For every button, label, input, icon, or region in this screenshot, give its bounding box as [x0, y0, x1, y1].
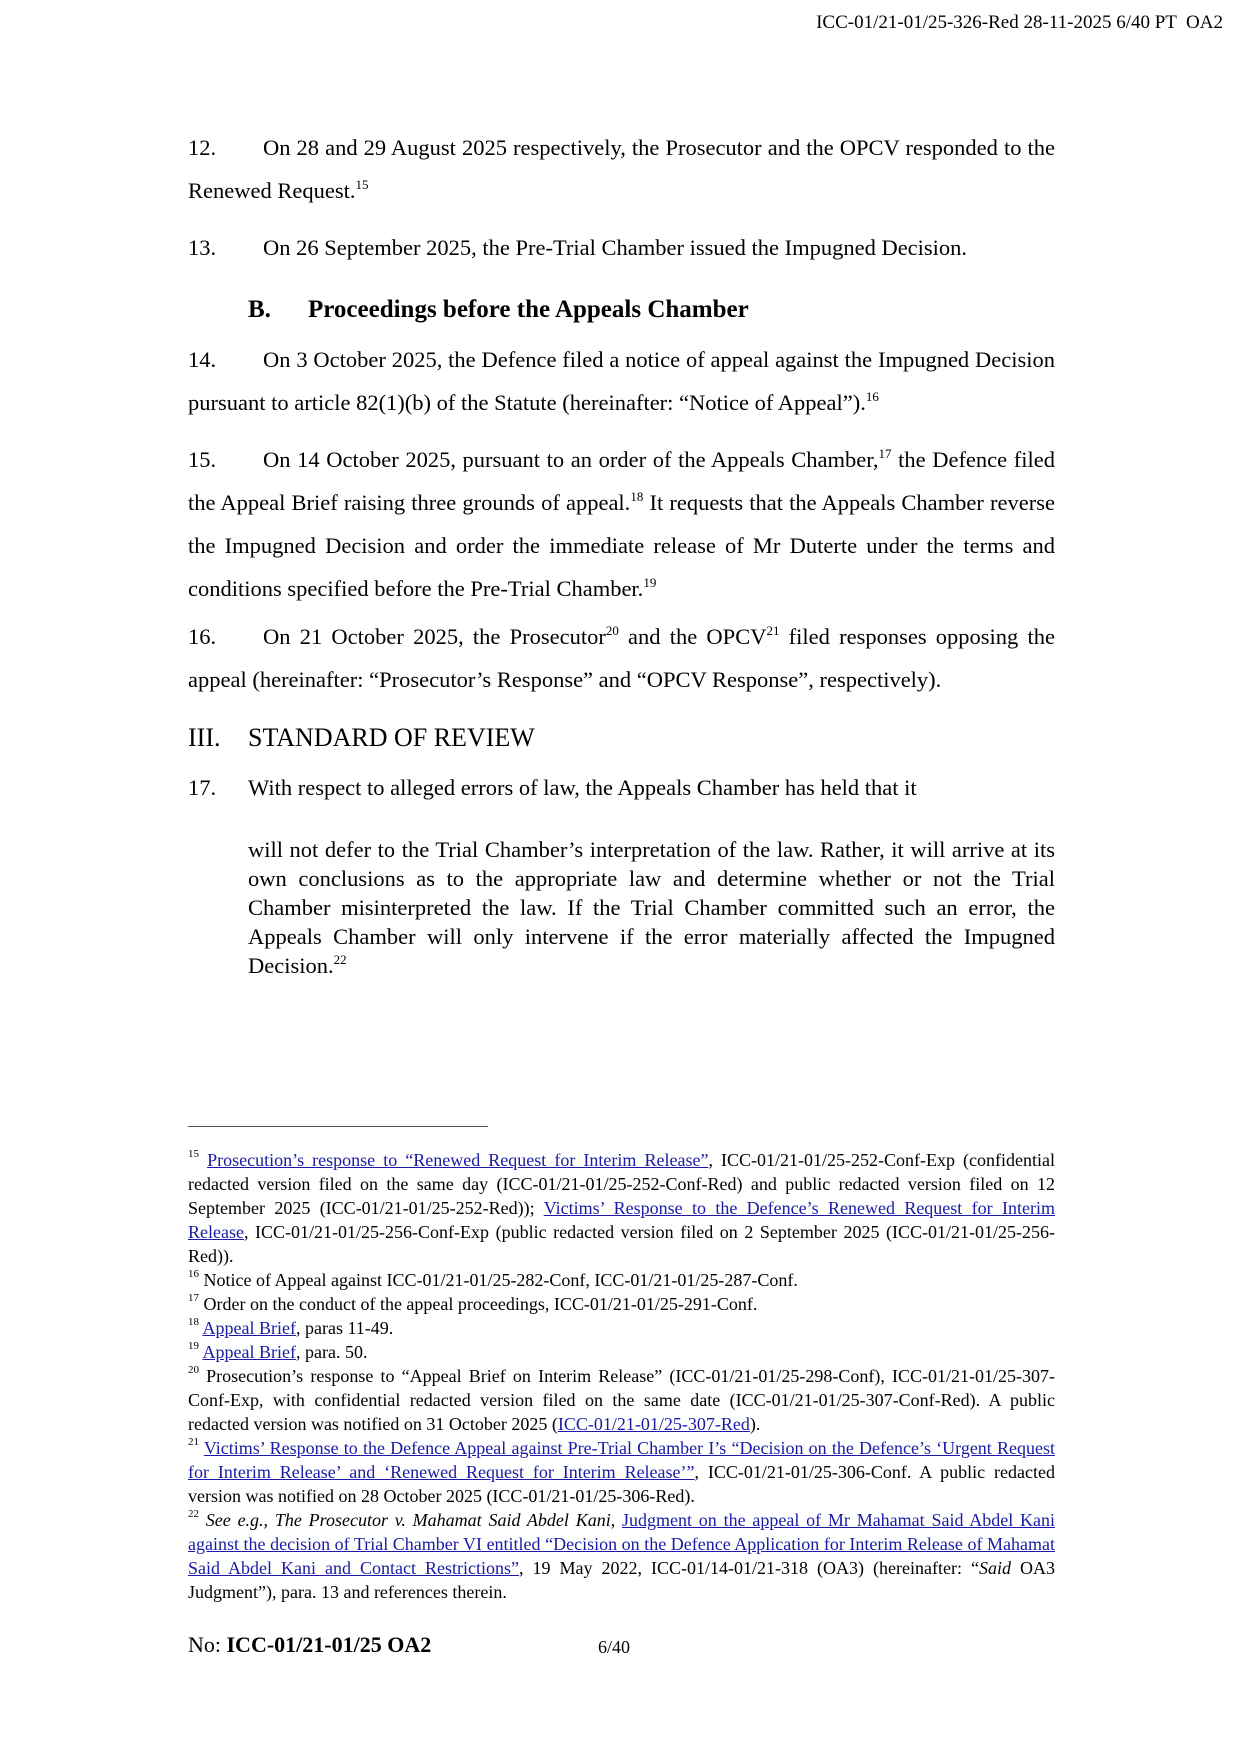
- footnote-italic: See e.g., The Prosecutor v. Mahamat Said Abdel Kani: [205, 1510, 611, 1530]
- page-footer: [188, 1630, 1055, 1660]
- paragraph-12: [188, 126, 1055, 212]
- footnote-15: [188, 1148, 1055, 1268]
- paragraph-13: [188, 226, 1055, 269]
- footnote-link[interactable]: Judgment on the appeal of Mr Mahamat Said Abdel Kani against the decision of Trial Chamber VI entitled “Decision on the Defence Application for Interim Release of Mahamat Said Abdel Kani and Contact Restrictions”: [188, 1510, 1056, 1578]
- page-number: 6/40: [598, 1637, 631, 1657]
- footnote-ref-18[interactable]: 18: [630, 488, 644, 504]
- footnote-ref-21[interactable]: 21: [766, 622, 780, 638]
- footnote-text: Order on the conduct of the appeal proceedings, ICC-01/21-01/25-291-Conf.: [199, 1294, 758, 1314]
- footnote-ref-22[interactable]: 22: [333, 951, 347, 967]
- footnote-number: 15: [188, 1148, 199, 1160]
- paragraph-text: On 26 September 2025, the Pre-Trial Chamber issued the Impugned Decision.: [263, 235, 968, 260]
- footnote-number: 21: [188, 1436, 199, 1448]
- section-title: STANDARD OF REVIEW: [248, 723, 535, 752]
- paragraph-text: the Defence filed the Appeal Brief raising three grounds of appeal.: [188, 447, 1055, 515]
- section-heading-iii: [188, 722, 535, 754]
- case-number-label: No:: [188, 1632, 227, 1657]
- footnote-17: [188, 1292, 1055, 1316]
- footnote-number: 19: [188, 1340, 199, 1352]
- footnote-ref-17[interactable]: 17: [878, 445, 892, 461]
- footnote-link[interactable]: Victims’ Response to the Defence Appeal against Pre-Trial Chamber I’s “Decision on the Defence’s ‘Urgent Request for Interim Release’ and ‘Renewed Request for Interim Release’”: [188, 1438, 1055, 1482]
- footnote-ref-19[interactable]: 19: [643, 574, 657, 590]
- subsection-heading-b: [248, 294, 749, 326]
- footnote-link[interactable]: Prosecution’s response to “Renewed Request for Interim Release”: [207, 1150, 709, 1170]
- paragraph-text: filed responses opposing the appeal (hereinafter: “Prosecutor’s Response” and “OPCV Response”, respectively).: [188, 624, 1056, 692]
- footnotes: [188, 1148, 1055, 1604]
- footnote-ref-16[interactable]: 16: [865, 388, 879, 404]
- footnote-text: , 19 May 2022, ICC-01/14-01/21-318 (OA3) (hereinafter: “: [519, 1558, 979, 1578]
- footnote-separator: [188, 1126, 488, 1127]
- footnote-ref-20[interactable]: 20: [605, 622, 619, 638]
- paragraph-15: [188, 438, 1055, 610]
- block-quote: [248, 835, 1055, 980]
- footnote-21: [188, 1436, 1055, 1508]
- footnote-ref-15[interactable]: 15: [355, 176, 369, 192]
- footnote-text: , ICC-01/21-01/25-306-Conf. A public redacted version was notified on 28 October 2025 (ICC-01/21-01/25-306-Red).: [188, 1462, 1055, 1506]
- footnote-number: 22: [188, 1508, 199, 1520]
- footnote-link[interactable]: Appeal Brief: [202, 1342, 296, 1362]
- footnote-text: , paras 11-49.: [295, 1318, 394, 1338]
- footnote-number: 18: [188, 1316, 199, 1328]
- footnote-text: , ICC-01/21-01/25-252-Conf-Exp (confidential redacted version filed on the same day (ICC-01/21-01/25-252-Conf-Red) and public redacted version filed on 12 September 2025 (ICC-01/21-01/25-252-Red));: [188, 1150, 1056, 1218]
- quote-text: will not defer to the Trial Chamber’s interpretation of the law. Rather, it will arrive at its own conclusions as to the appropriate law and determine whether or not the Trial Chamber misinterpreted the law. If the Trial Chamber committed such an error, the Appeals Chamber will only intervene if the error materially affected the Impugned Decision.: [248, 837, 1055, 978]
- paragraph-text: On 14 October 2025, pursuant to an order of the Appeals Chamber,: [263, 447, 879, 472]
- paragraph-number: 13.: [188, 235, 217, 260]
- footnote-18: [188, 1316, 1055, 1340]
- paragraph-text: It requests that the Appeals Chamber reverse the Impugned Decision and order the immediate release of Mr Duterte under the terms and conditions specified before the Pre-Trial Chamber.: [188, 490, 1055, 601]
- paragraph-number: 17.: [188, 775, 217, 800]
- footnote-text: Notice of Appeal against ICC-01/21-01/25-282-Conf, ICC-01/21-01/25-287-Conf.: [199, 1270, 798, 1290]
- footnote-text: , ICC-01/21-01/25-256-Conf-Exp (public redacted version filed on 2 September 2025 (ICC-01/21-01/25-256-Red)).: [188, 1222, 1055, 1266]
- case-number-value: ICC-01/21-01/25 OA2: [226, 1632, 432, 1657]
- paragraph-number: 12.: [188, 135, 217, 160]
- paragraph-number: 16.: [188, 624, 217, 649]
- paragraph-text: and the OPCV: [618, 624, 767, 649]
- footnote-19: [188, 1340, 1055, 1364]
- footnote-number: 20: [188, 1364, 199, 1376]
- footnote-text: , para. 50.: [295, 1342, 368, 1362]
- footnote-text: Prosecution’s response to “Appeal Brief on Interim Release” (ICC-01/21-01/25-298-Conf), ICC-01/21-01/25-307-Conf-Exp, with confidential redacted version filed on the same date (ICC-01/21-01/25-307-Conf-Red). A public redacted version was notified on 31 October 2025 (: [188, 1366, 1055, 1434]
- footnote-link[interactable]: Appeal Brief: [202, 1318, 296, 1338]
- section-numeral: III.: [188, 723, 221, 752]
- paragraph-17: [188, 766, 1055, 809]
- paragraph-number: 14.: [188, 347, 217, 372]
- case-number: [188, 1632, 431, 1657]
- document-reference-header: ICC-01/21-01/25-326-Red 28-11-2025 6/40 PT OA2: [816, 12, 1223, 33]
- subsection-letter: B.: [248, 296, 271, 323]
- footnote-text: OA3 Judgment”), para. 13 and references therein.: [188, 1558, 1055, 1602]
- footnote-20: [188, 1364, 1055, 1436]
- footnote-16: [188, 1268, 1055, 1292]
- footnote-text: ).: [749, 1414, 761, 1434]
- footnote-text: ,: [610, 1510, 623, 1530]
- footnote-number: 16: [188, 1268, 199, 1280]
- paragraph-text: On 21 October 2025, the Prosecutor: [263, 624, 606, 649]
- footnote-link[interactable]: ICC-01/21-01/25-307-Red: [557, 1414, 750, 1434]
- paragraph-text: On 3 October 2025, the Defence filed a notice of appeal against the Impugned Decision pursuant to article 82(1)(b) of the Statute (hereinafter: “Notice of Appeal”).: [188, 347, 1055, 415]
- footnote-number: 17: [188, 1292, 199, 1304]
- paragraph-16: [188, 615, 1055, 701]
- footnote-link[interactable]: Victims’ Response to the Defence’s Renewed Request for Interim Release: [188, 1198, 1055, 1242]
- footnote-22: [188, 1508, 1055, 1604]
- subsection-title: Proceedings before the Appeals Chamber: [308, 296, 749, 323]
- paragraph-text: On 28 and 29 August 2025 respectively, the Prosecutor and the OPCV responded to the Renewed Request.: [188, 135, 1055, 203]
- footnote-italic: Said: [978, 1558, 1011, 1578]
- paragraph-text: With respect to alleged errors of law, the Appeals Chamber has held that it: [248, 775, 917, 800]
- paragraph-number: 15.: [188, 447, 217, 472]
- paragraph-14: [188, 338, 1055, 424]
